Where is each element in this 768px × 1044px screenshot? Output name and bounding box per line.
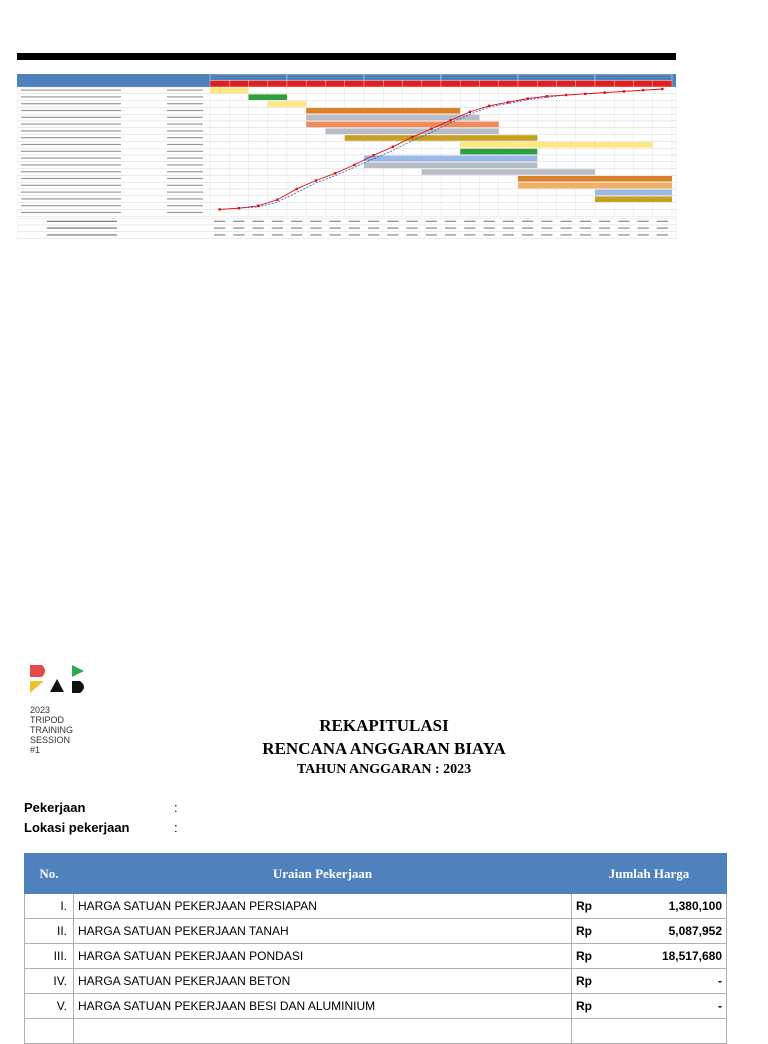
gantt-task-label — [21, 158, 121, 159]
gantt-task-value — [167, 205, 203, 206]
field-pekerjaan — [24, 800, 178, 815]
field-label: Lokasi pekerjaan — [24, 820, 130, 835]
gantt-summary-value — [638, 221, 649, 222]
gantt-summary-value — [272, 221, 283, 222]
plan-curve-point — [623, 90, 625, 92]
gantt-summary-value — [484, 221, 495, 222]
gantt-summary-value — [407, 234, 418, 235]
cell-amount: 1,380,100 — [610, 894, 727, 919]
cell-no: I. — [25, 894, 74, 919]
table-row — [25, 994, 727, 1019]
gantt-task-bar — [595, 196, 672, 202]
gantt-summary-value — [253, 221, 264, 222]
plan-curve-point — [276, 199, 278, 201]
gantt-summary-value — [580, 221, 591, 222]
table-row — [25, 969, 727, 994]
gantt-summary-row — [17, 239, 676, 240]
gantt-summary-value — [253, 234, 264, 235]
logo-caption-line: #1 — [30, 745, 41, 755]
gantt-summary-value — [426, 234, 437, 235]
header-no: No. — [25, 854, 74, 894]
gantt-summary-value — [426, 228, 437, 229]
gantt-summary-value — [638, 234, 649, 235]
gantt-summary-value — [580, 228, 591, 229]
field-lokasi — [24, 820, 178, 835]
gantt-task-bar — [345, 135, 538, 141]
gantt-task-label — [21, 151, 121, 152]
gantt-task-value — [167, 198, 203, 199]
gantt-task-value — [167, 130, 203, 131]
plan-curve-point — [565, 94, 567, 96]
gantt-summary-value — [503, 228, 514, 229]
gantt-task-bar — [460, 142, 653, 148]
plan-curve-point — [372, 154, 374, 156]
gantt-week-header — [499, 81, 518, 88]
cell-no: III. — [25, 944, 74, 969]
header-uraian: Uraian Pekerjaan — [74, 854, 572, 894]
gantt-task-label — [21, 164, 121, 165]
plan-curve-point — [661, 88, 663, 90]
gantt-summary-value — [330, 221, 341, 222]
doc-year: TAHUN ANGGARAN : 2023 — [296, 762, 472, 777]
plan-curve-point — [526, 97, 528, 99]
gantt-week-header — [460, 81, 479, 88]
cell-amount: 5,087,952 — [610, 919, 727, 944]
gantt-month-header — [364, 74, 441, 81]
gantt-task-bar — [306, 108, 460, 114]
gantt-summary-value — [387, 228, 398, 229]
gantt-summary-value — [349, 228, 360, 229]
plan-curve-point — [546, 95, 548, 97]
plan-curve-point — [295, 188, 297, 190]
rekap-table — [24, 853, 727, 1044]
header-jumlah: Jumlah Harga — [572, 854, 727, 894]
gantt-month-header — [287, 74, 364, 81]
gantt-summary-value — [368, 228, 379, 229]
gantt-task-label — [21, 144, 121, 145]
gantt-week-header — [403, 81, 422, 88]
plan-curve-point — [430, 128, 432, 130]
cell-rp — [572, 1019, 611, 1044]
table-header-row — [25, 854, 727, 894]
gantt-task-value — [167, 178, 203, 179]
gantt-task-label — [21, 103, 121, 104]
gantt-summary-value — [484, 228, 495, 229]
plan-curve-point — [353, 164, 355, 166]
gantt-week-header — [557, 81, 576, 88]
gantt-summary-value — [330, 234, 341, 235]
gantt-task-bar — [518, 176, 672, 182]
gantt-task-label — [21, 117, 121, 118]
cell-uraian: HARGA SATUAN PEKERJAAN TANAH — [74, 919, 572, 944]
cell-no: IV. — [25, 969, 74, 994]
gantt-summary-value — [561, 228, 572, 229]
gantt-task-bar — [306, 115, 479, 121]
gantt-task-value — [167, 164, 203, 165]
gantt-week-header — [345, 81, 364, 88]
gantt-task-bar — [422, 169, 595, 175]
logo-shape-red — [30, 665, 45, 677]
gantt-week-header — [441, 81, 460, 88]
gantt-task-bar — [518, 183, 672, 189]
gantt-task-bar — [210, 88, 249, 94]
gantt-task-label — [21, 90, 121, 91]
gantt-week-header — [595, 81, 614, 88]
gantt-task-bar — [306, 122, 499, 128]
gantt-task-label — [21, 130, 121, 131]
logo-caption-line: TRAINING — [30, 725, 74, 735]
gantt-summary-value — [291, 221, 302, 222]
gantt-week-header — [537, 81, 556, 88]
gantt-task-value — [167, 144, 203, 145]
gantt-task-value — [167, 90, 203, 91]
rab-logo — [30, 663, 90, 703]
gantt-task-label — [21, 171, 121, 172]
cell-rp: Rp — [572, 919, 611, 944]
schedule-sheet — [0, 0, 768, 260]
table-row — [25, 1019, 727, 1044]
gantt-task-label — [21, 96, 121, 97]
gantt-summary-value — [253, 228, 264, 229]
gantt-summary-value — [599, 221, 610, 222]
gantt-summary-value — [657, 228, 668, 229]
gantt-week-header — [653, 81, 672, 88]
gantt-summary-value — [541, 221, 552, 222]
gantt-summary-value — [330, 228, 341, 229]
gantt-summary-value — [407, 221, 418, 222]
sheet-title-bar — [17, 53, 676, 60]
cell-no — [25, 1019, 74, 1044]
gantt-week-header — [249, 81, 268, 88]
plan-curve-point — [411, 136, 413, 138]
gantt-summary-value — [599, 228, 610, 229]
gantt-summary-value — [522, 228, 533, 229]
gantt-summary-value — [214, 234, 225, 235]
gantt-summary-value — [561, 221, 572, 222]
gantt-week-header — [614, 81, 633, 88]
gantt-summary-value — [522, 234, 533, 235]
plan-curve-point — [507, 101, 509, 103]
logo-caption-line: 2023 — [30, 705, 51, 715]
gantt-task-bar — [595, 190, 672, 196]
schedule-gantt-chart — [17, 74, 699, 240]
gantt-summary-value — [541, 234, 552, 235]
gantt-summary-value — [464, 234, 475, 235]
field-colon: : — [174, 820, 178, 835]
gantt-summary-value — [291, 228, 302, 229]
gantt-task-value — [167, 158, 203, 159]
gantt-task-label — [21, 192, 121, 193]
table-row — [25, 919, 727, 944]
gantt-summary-value — [349, 221, 360, 222]
plan-curve-point — [334, 172, 336, 174]
gantt-summary-value — [464, 228, 475, 229]
gantt-task-value — [167, 124, 203, 125]
gantt-summary-value — [445, 234, 456, 235]
logo-shape-green — [72, 665, 84, 677]
gantt-summary-value — [503, 221, 514, 222]
gantt-week-header — [364, 81, 383, 88]
gantt-task-bar — [364, 156, 537, 162]
gantt-summary-value — [657, 234, 668, 235]
gantt-summary-value — [233, 228, 244, 229]
gantt-summary-value — [407, 228, 418, 229]
cell-uraian: HARGA SATUAN PEKERJAAN PERSIAPAN — [74, 894, 572, 919]
gantt-summary-value — [349, 234, 360, 235]
gantt-summary-value — [233, 221, 244, 222]
plan-curve-point — [257, 205, 259, 207]
cell-amount: - — [610, 969, 727, 994]
gantt-summary-value — [599, 234, 610, 235]
gantt-summary-value — [387, 234, 398, 235]
gantt-summary-value — [368, 234, 379, 235]
gantt-summary-value — [657, 221, 668, 222]
field-colon: : — [174, 800, 178, 815]
gantt-summary-value — [503, 234, 514, 235]
gantt-task-value — [167, 103, 203, 104]
table-row — [25, 894, 727, 919]
gantt-summary-value — [541, 228, 552, 229]
gantt-task-value — [167, 110, 203, 111]
plan-curve-point — [469, 111, 471, 113]
gantt-task-bar — [460, 149, 537, 155]
logo-shape-triangle — [50, 679, 64, 692]
gantt-summary-label — [47, 234, 117, 235]
cell-rp: Rp — [572, 944, 611, 969]
gantt-summary-value — [484, 234, 495, 235]
gantt-task-value — [167, 117, 203, 118]
gantt-summary-value — [214, 228, 225, 229]
gantt-summary-label — [47, 221, 117, 222]
gantt-month-header — [518, 74, 595, 81]
gantt-week-header — [306, 81, 325, 88]
gantt-summary-value — [233, 234, 244, 235]
gantt-week-header — [422, 81, 441, 88]
gantt-task-label — [21, 212, 121, 213]
gantt-summary-value — [561, 234, 572, 235]
gantt-week-header — [576, 81, 595, 88]
gantt-month-header — [441, 74, 518, 81]
gantt-summary-value — [214, 221, 225, 222]
gantt-header-left — [17, 74, 210, 87]
doc-subtitle: RENCANA ANGGARAN BIAYA — [262, 739, 506, 758]
plan-curve-point — [584, 93, 586, 95]
plan-curve-point — [238, 207, 240, 209]
gantt-week-header — [268, 81, 287, 88]
cell-rp: Rp — [572, 969, 611, 994]
gantt-task-value — [167, 137, 203, 138]
gantt-task-value — [167, 192, 203, 193]
gantt-summary-value — [445, 221, 456, 222]
gantt-week-header — [210, 81, 229, 88]
logo-shape-b — [72, 681, 84, 693]
gantt-summary-value — [580, 234, 591, 235]
plan-curve-point — [449, 119, 451, 121]
gantt-task-value — [167, 212, 203, 213]
gantt-summary-value — [618, 228, 629, 229]
gantt-week-header — [383, 81, 402, 88]
gantt-task-bar — [249, 94, 288, 100]
gantt-task-label — [21, 198, 121, 199]
gantt-task-label — [21, 178, 121, 179]
gantt-task-label — [21, 205, 121, 206]
logo-caption-line: TRIPOD — [30, 715, 65, 725]
gantt-task-label — [21, 124, 121, 125]
gantt-summary-value — [272, 228, 283, 229]
gantt-summary-value — [291, 234, 302, 235]
gantt-summary-value — [464, 221, 475, 222]
gantt-summary-value — [310, 221, 321, 222]
gantt-summary-value — [618, 234, 629, 235]
gantt-summary-value — [445, 228, 456, 229]
gantt-summary-value — [522, 221, 533, 222]
gantt-month-header — [595, 74, 672, 81]
gantt-week-header — [287, 81, 306, 88]
cell-uraian — [74, 1019, 572, 1044]
gantt-task-bar — [364, 162, 537, 168]
gantt-week-header — [229, 81, 248, 88]
gantt-task-label — [21, 185, 121, 186]
cell-amount — [610, 1019, 727, 1044]
gantt-task-label — [21, 137, 121, 138]
gantt-month-header — [210, 74, 287, 81]
plan-curve-point — [315, 179, 317, 181]
plan-curve-point — [392, 146, 394, 148]
gantt-summary-value — [618, 221, 629, 222]
cell-amount: 18,517,680 — [610, 944, 727, 969]
gantt-header-right — [672, 74, 676, 87]
plan-curve-point — [488, 105, 490, 107]
gantt-summary-value — [310, 234, 321, 235]
plan-curve-point — [642, 89, 644, 91]
gantt-summary-label — [47, 228, 117, 229]
gantt-summary-value — [310, 228, 321, 229]
plan-curve-point — [603, 91, 605, 93]
cell-no: II. — [25, 919, 74, 944]
gantt-week-header — [326, 81, 345, 88]
table-row — [25, 944, 727, 969]
gantt-task-value — [167, 96, 203, 97]
field-label: Pekerjaan — [24, 800, 86, 815]
gantt-summary-value — [426, 221, 437, 222]
gantt-summary-value — [368, 221, 379, 222]
gantt-week-header — [518, 81, 537, 88]
plan-curve-point — [218, 208, 220, 210]
gantt-task-value — [167, 185, 203, 186]
gantt-task-bar — [326, 128, 499, 134]
gantt-week-header — [480, 81, 499, 88]
cell-amount: - — [610, 994, 727, 1019]
cell-uraian: HARGA SATUAN PEKERJAAN PONDASI — [74, 944, 572, 969]
cell-no: V. — [25, 994, 74, 1019]
doc-title: REKAPITULASI — [319, 716, 449, 735]
logo-shape-yellow — [30, 681, 44, 693]
logo-caption-line: SESSION — [30, 735, 71, 745]
cell-rp: Rp — [572, 994, 611, 1019]
cell-rp: Rp — [572, 894, 611, 919]
gantt-task-value — [167, 171, 203, 172]
gantt-task-label — [21, 110, 121, 111]
gantt-summary-value — [638, 228, 649, 229]
gantt-week-header — [634, 81, 653, 88]
gantt-task-bar — [268, 101, 307, 107]
gantt-summary-value — [272, 234, 283, 235]
gantt-summary-value — [387, 221, 398, 222]
cell-uraian: HARGA SATUAN PEKERJAAN BETON — [74, 969, 572, 994]
gantt-task-value — [167, 151, 203, 152]
cell-uraian: HARGA SATUAN PEKERJAAN BESI DAN ALUMINIUM — [74, 994, 572, 1019]
